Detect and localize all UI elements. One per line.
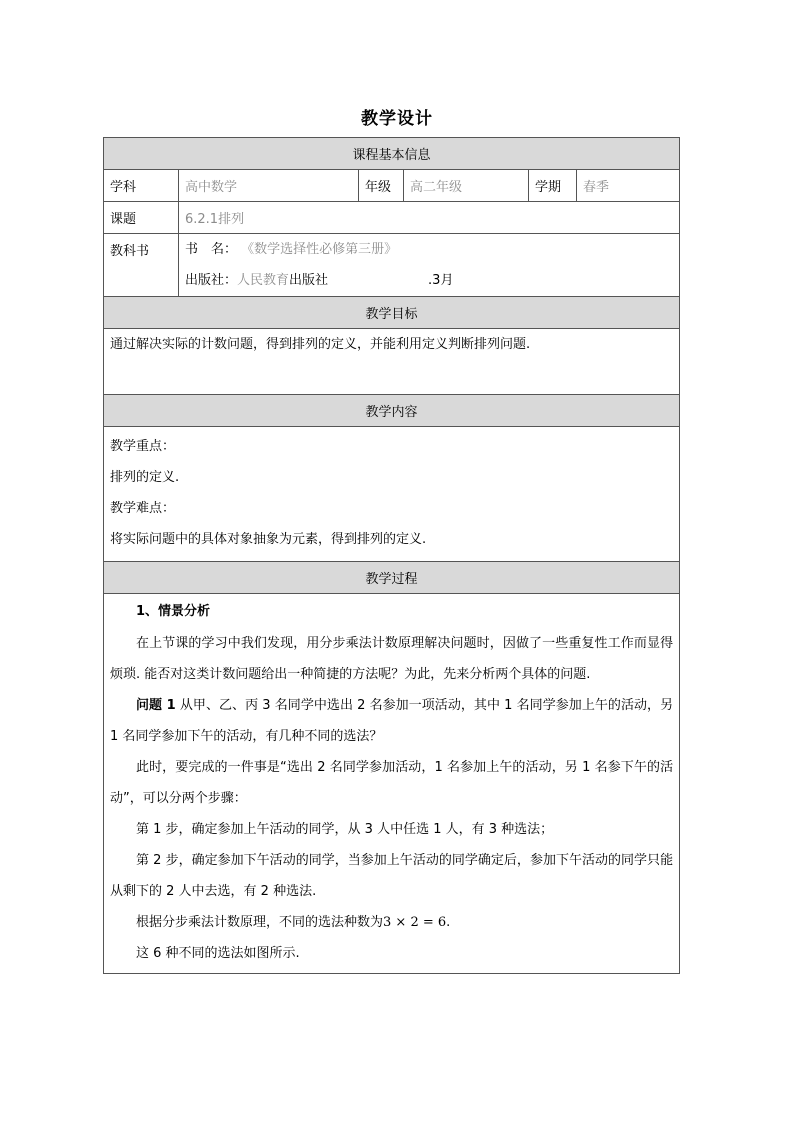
process-paragraph: 在上节课的学习中我们发现，用分步乘法计数原理解决问题时，因做了一些重复性工作而显得烦琐. 能否对这类计数问题给出一种简捷的方法呢？为此，先来分析两个具体的问题. (110, 636, 674, 682)
formula-prefix: 根据分步乘法计数原理，不同的选法种数为 (136, 915, 384, 930)
section-heading: 1、情景分析 (136, 604, 211, 619)
grade-value: 高二年级 (404, 170, 529, 202)
textbook-info (179, 234, 680, 297)
question-1-label: 问题 1 (136, 698, 176, 713)
book-name-value: 《数学选择性必修第三册》 (241, 242, 398, 257)
page-title: 教学设计 (361, 109, 433, 129)
goals-header: 教学目标 (104, 297, 680, 329)
textbook-label: 教科书 (104, 234, 179, 297)
key-point-label: 教学重点： (110, 439, 176, 454)
formula: 3 × 2 = 6 (383, 915, 447, 930)
publisher-value-gray: 人民教育 (237, 273, 290, 288)
topic-value: 6.2.1排列 (179, 202, 680, 234)
content-header: 教学内容 (104, 395, 680, 427)
step-2: 第 2 步，确定参加下午活动的同学，当参加上午活动的同学确定后，参加下午活动的同学只能从剩下的 2 人中去选，有 2 种选法. (110, 853, 674, 899)
figure-caption: 这 6 种不同的选法如图所示. (136, 946, 300, 961)
publisher-label: 出版社： (185, 273, 238, 288)
book-name-label: 书 名： (185, 242, 238, 257)
formula-suffix: . (446, 915, 451, 930)
goals-text: 通过解决实际的计数问题，得到排列的定义，并能利用定义判断排列问题. (104, 329, 680, 395)
term-label: 学期 (529, 170, 577, 202)
lesson-plan-table (103, 137, 680, 974)
process-body (104, 594, 680, 974)
difficulty-label: 教学难点： (110, 501, 176, 516)
difficulty-text: 将实际问题中的具体对象抽象为元素，得到排列的定义. (110, 532, 427, 547)
question-1 (110, 690, 673, 752)
formula-line (110, 907, 673, 938)
step-1: 第 1 步，确定参加上午活动的同学，从 3 人中任选 1 人，有 3 种选法； (136, 822, 554, 837)
book-name-line (185, 234, 673, 265)
question-1-text: 从甲、乙、丙 3 名同学中选出 2 名参加一项活动，其中 1 名同学参加上午的活动，另 1 名同学参加下午的活动，有几种不同的选法？ (110, 698, 674, 744)
process-paragraph: 此时，要完成的一件事是“选出 2 名同学参加活动，1 名参加上午的活动，另 1 名参下午的活动”，可以分两个步骤： (110, 760, 674, 806)
subject-value: 高中数学 (179, 170, 359, 202)
content-body (104, 427, 680, 562)
publisher-line (185, 265, 673, 296)
publish-month: .3月 (428, 273, 454, 288)
term-value: 春季 (577, 170, 680, 202)
basic-info-header: 课程基本信息 (104, 138, 680, 170)
publisher-value: 出版社 (289, 273, 329, 288)
subject-label: 学科 (104, 170, 179, 202)
process-header: 教学过程 (104, 562, 680, 594)
grade-label: 年级 (359, 170, 404, 202)
topic-label: 课题 (104, 202, 179, 234)
key-point-text: 排列的定义. (110, 470, 180, 485)
